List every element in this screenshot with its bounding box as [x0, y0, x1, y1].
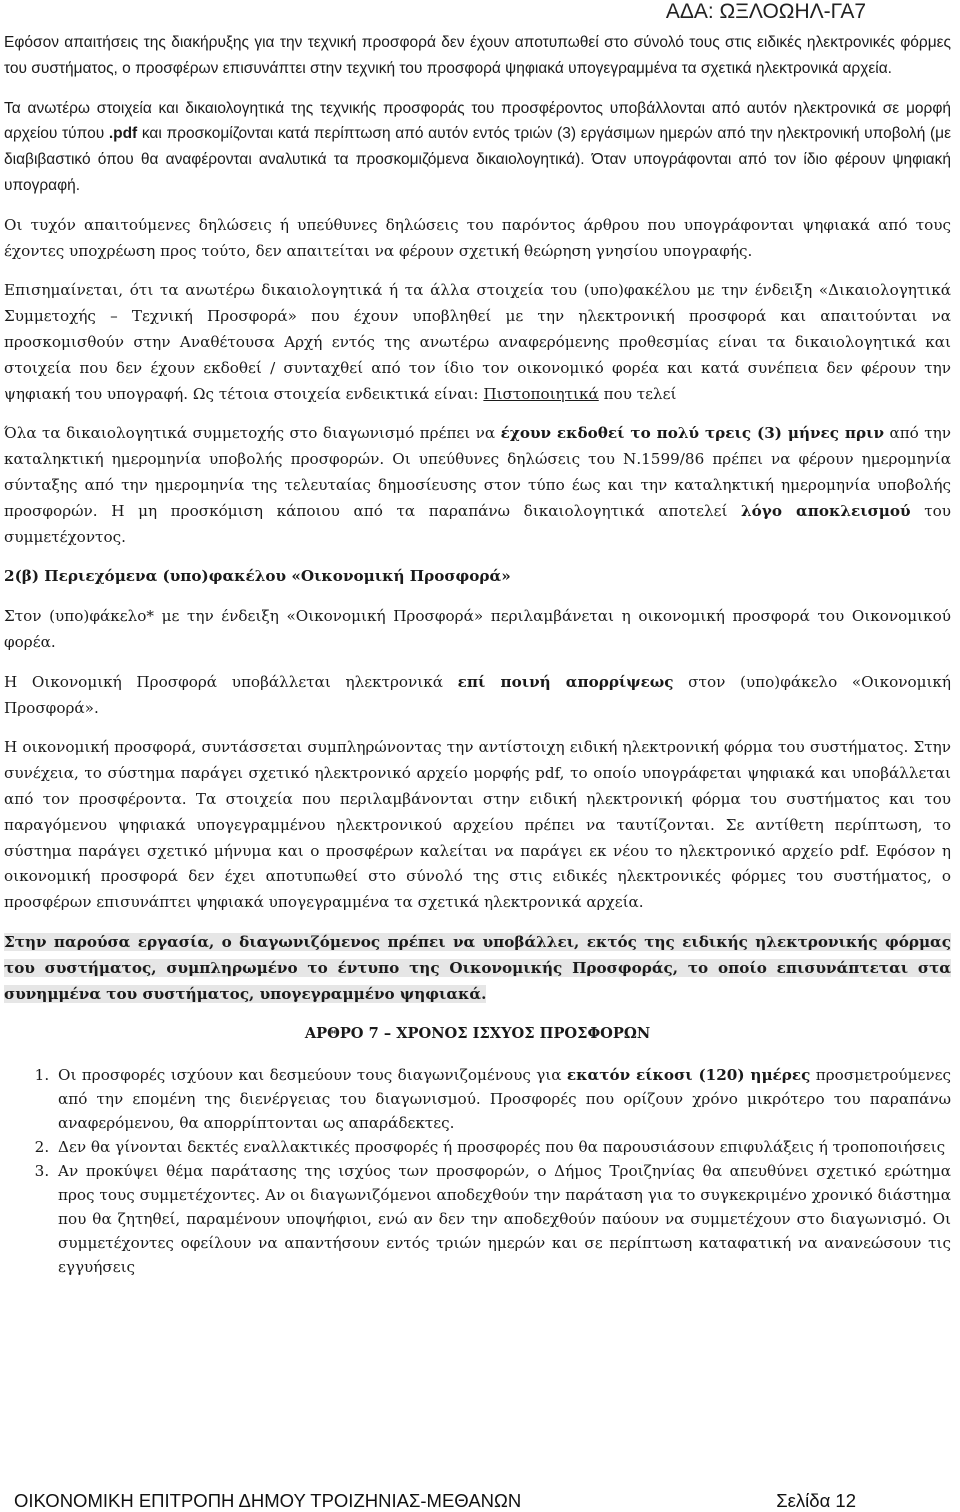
text-run: και προσκομίζονται κατά περίπτωση από αυτόν εντός τριών (3) εργάσιμων ημερών από την ηλεκτρονική υποβολή (με διαβιβαστικό όπου θα αναφέρονται αναλυτικά τα προσκομιζόμενα δικαιολογητικά). Όταν υπογράφονται από τον ίδιο φέρουν ψηφιακή υπογραφή.: [4, 125, 951, 194]
text-run-bold: .pdf: [108, 125, 138, 143]
document-body: [4, 30, 951, 1279]
paragraph: [4, 670, 951, 722]
list-item: 3. Αν προκύψει θέμα παράτασης της ισχύος των προσφορών, ο Δήμος Τροιζηνίας θα απευθύνει σχετικό ερώτημα προς τους συμμετέχοντες. Αν οι διαγωνιζόμενοι αποδεχθούν την παράταση για το συγκεκριμένο χρονικό διάστημα που θα ζητηθεί, παραμένουν υποψήφιοι, ενώ αν δεν την αποδεχθούν παύουν να συμμετέχουν στο διαγωνισμό. Οι συμμετέχοντες οφείλουν να απαντήσουν εντός τριών ημερών και σε περίπτωση καταφατική να ανανεώσουν τις εγγυήσεις: [54, 1159, 951, 1279]
text-run: Τα ανωτέρω στοιχεία και δικαιολογητικά της τεχνικής προσφοράς του προσφέροντος υποβάλλονται από αυτόν ηλεκτρονικά σε μορφή αρχείου τύπου: [4, 99, 951, 143]
text-run: προσμετρούμενες από την επομένη της διενέργειας του διαγωνισμού. Προσφορές που ορίζουν χρόνο μικρότερο του παραπάνω αναφερόμενου, θα απορρίπτονται ως απαράδεκτες.: [58, 1066, 951, 1133]
paragraph: [4, 278, 951, 407]
paragraph: [4, 96, 951, 199]
text-run: στον (υπο)φάκελο «Οικονομική Προσφορά».: [4, 672, 952, 717]
paragraph: Η οικονομική προσφορά, συντάσσεται συμπληρώνοντας την αντίστοιχη ειδική ηλεκτρονική φόρμα του συστήματος. Στην συνέχεια, το σύστημα παράγει σχετικό ηλεκτρονικό αρχείο μορφής pdf, το οποίο υπογράφεται ψηφιακά και υποβάλλεται από τον προσφέροντα. Τα στοιχεία που περιλαμβάνονται στην ειδική ηλεκτρονική φόρμα του συστήματος και του παραγόμενου ψηφιακά υπογεγραμμένου ηλεκτρονικού αρχείου πρέπει να ταυτίζονται. Σε αντίθετη περίπτωση, το σύστημα παράγει σχετικό μήνυμα και ο προσφέρων καλείται να παράγει εκ νέου το ηλεκτρονικό αρχείο pdf. Εφόσον η οικονομική προσφορά δεν έχει αποτυπωθεί στο σύνολό της στις ειδικές ηλεκτρονικές φόρμες του συστήματος, ο προσφέρων επισυνάπτει ψηφιακά υπογεγραμμένα τα σχετικά ηλεκτρονικά αρχεία.: [4, 738, 951, 912]
list-item: 2. Δεν θα γίνονται δεκτές εναλλακτικές προσφορές ή προσφορές που θα παρουσιάσουν επιφυλάξεις ή τροποποιήσεις: [54, 1135, 951, 1159]
numbered-list: [4, 1063, 951, 1279]
article-title: ΑΡΘΡΟ 7 – ΧΡΟΝΟΣ ΙΣΧΥΟΣ ΠΡΟΣΦΟΡΩΝ: [304, 1025, 651, 1043]
paragraph: Στον (υπο)φάκελο* με την ένδειξη «Οικονομική Προσφορά» περιλαμβάνεται η οικονομική προσφορά του Οικονομικού φορέα.: [4, 607, 951, 651]
text-run: Η Οικονομική Προσφορά υποβάλλεται ηλεκτρονικά: [4, 672, 458, 691]
page-footer: [14, 1488, 856, 1512]
text-run-underlined: Πιστοποιητικά: [483, 384, 599, 403]
text-run-bold: εκατόν είκοσι (120) ημέρες: [566, 1066, 811, 1085]
section-heading: 2(β) Περιεχόμενα (υπο)φακέλου «Οικονομική Προσφορά»: [4, 567, 511, 586]
paragraph-highlighted: [4, 930, 951, 1007]
paragraph: Εφόσον απαιτήσεις της διακήρυξης για την τεχνική προσφορά δεν έχουν αποτυπωθεί στο σύνολό τους στις ειδικές ηλεκτρονικές φόρμες του συστήματος, ο προσφέρων επισυνάπτει στην τεχνική του προσφορά ψηφιακά υπογεγραμμένα τα σχετικά ηλεκτρονικά αρχεία.: [4, 34, 951, 77]
page-number: Σελίδα 12: [776, 1490, 856, 1511]
text-run: που τελεί: [598, 384, 677, 403]
list-item: [54, 1063, 951, 1135]
ada-code: ΑΔΑ: ΩΞΛΟΩΗΛ-ΓΑ7: [665, 0, 866, 23]
paragraph: [4, 421, 951, 550]
text-run-bold: λόγο αποκλεισμού: [741, 501, 911, 520]
footer-organization: ΟΙΚΟΝΟΜΙΚΗ ΕΠΙΤΡΟΠΗ ΔΗΜΟΥ ΤΡΟΙΖΗΝΙΑΣ-ΜΕΘΑΝΩΝ: [14, 1490, 522, 1511]
text-run: Οι προσφορές ισχύουν και δεσμεύουν τους διαγωνιζομένους για: [58, 1066, 567, 1085]
text-run-bold: επί ποινή απορρίψεως: [457, 672, 674, 691]
text-run: από την καταληκτική ημερομηνία υποβολής προσφορών. Οι υπεύθυνες δηλώσεις του Ν.1599/86 πρέπει να φέρουν ημερομηνία σύνταξης από την ημερομηνία της τελευταίας δημοσίευσης στον τύπο έως και την καταληκτική ημερομηνία υποβολής προσφορών. Η μη προσκόμιση κάποιου από τα παραπάνω δικαιολογητικά αποτελεί: [4, 424, 951, 520]
paragraph: Οι τυχόν απαιτούμενες δηλώσεις ή υπεύθυνες δηλώσεις του παρόντος άρθρου που υπογράφονται ψηφιακά από τους έχοντες υποχρέωση προς τούτο, δεν απαιτείται να φέρουν σχετική θεώρηση γνησίου υπογραφής.: [4, 215, 951, 260]
text-run: Επισημαίνεται, ότι τα ανωτέρω δικαιολογητικά ή τα άλλα στοιχεία του (υπο)φακέλου με την ένδειξη «Δικαιολογητικά Συμμετοχής – Τεχνική Προσφορά» που έχουν υποβληθεί με την ηλεκτρονική προσφορά και απαιτούνται να προσκομισθούν στην Αναθέτουσα Αρχή εντός της ανωτέρω αναφερόμενης προθεσμίας είναι τα δικαιολογητικά και στοιχεία που δεν έχουν εκδοθεί / συνταχθεί από τον ίδιο τον οικονομικό φορέα και κατά συνέπεια δεν φέρουν την ψηφιακή του υπογραφή. Ως τέτοια στοιχεία ενδεικτικά είναι:: [4, 281, 951, 403]
text-run: του συμμετέχοντος.: [4, 501, 951, 546]
text-run-bold: έχουν εκδοθεί το πολύ τρεις (3) μήνες πριν: [500, 424, 885, 443]
text-run: Όλα τα δικαιολογητικά συμμετοχής στο διαγωνισμό πρέπει να: [4, 424, 501, 443]
text-run-bold-highlighted: Στην παρούσα εργασία, ο διαγωνιζόμενος πρέπει να υποβάλλει, εκτός της ειδικής ηλεκτρονικής φόρμας του συστήματος, συμπληρωμένο το έντυπο της Οικονομικής Προσφοράς, το οποίο επισυνάπτεται στα συνημμένα του συστήματος, υπογεγραμμένο ψηφιακά.: [4, 932, 951, 1003]
